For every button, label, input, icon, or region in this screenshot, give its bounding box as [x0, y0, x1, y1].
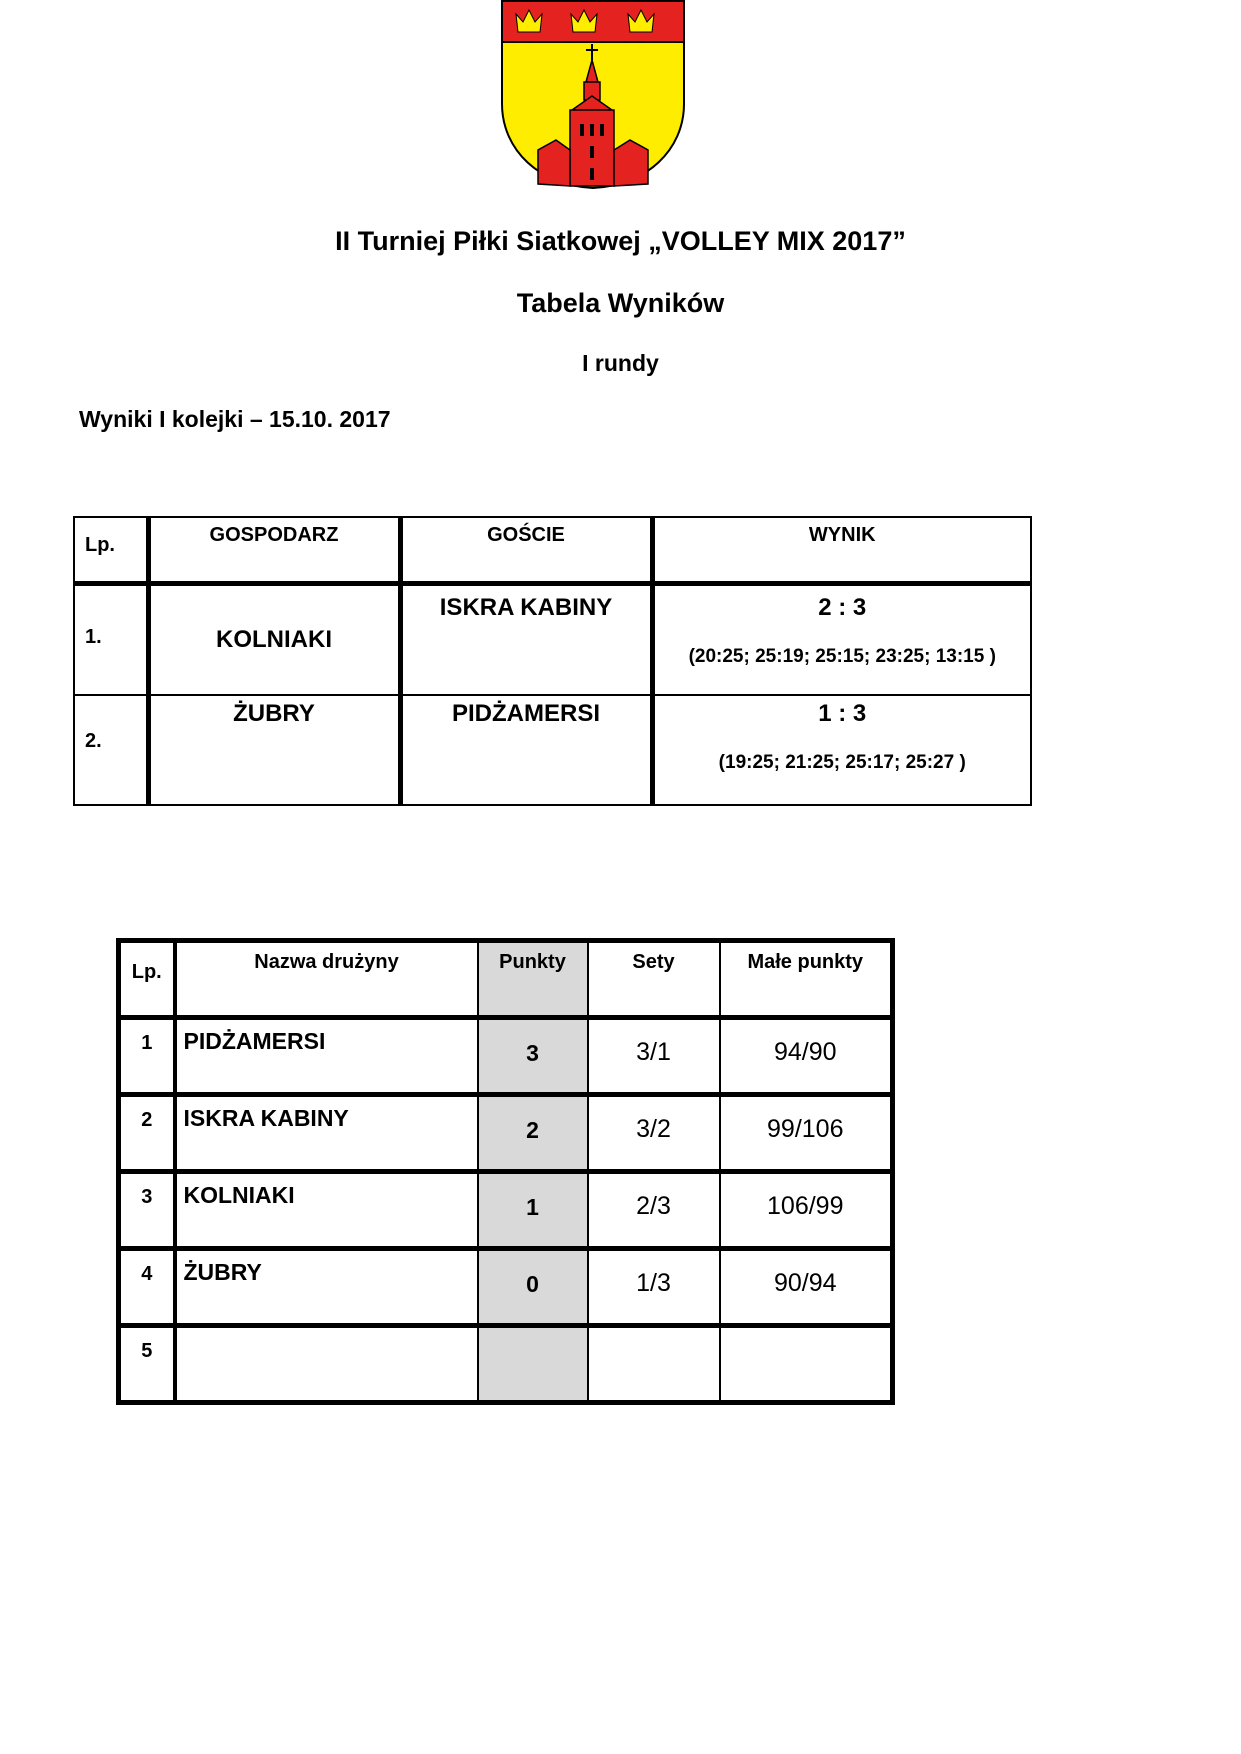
row-team: PIDŻAMERSI — [183, 1028, 326, 1054]
row-small-points: 106/99 — [767, 1192, 844, 1220]
round-subtitle: I rundy — [582, 350, 659, 376]
header-sets: Sety — [632, 951, 675, 973]
table-row — [119, 1326, 893, 1403]
row-sets: 3/2 — [636, 1115, 671, 1143]
coat-of-arms-icon — [500, 0, 686, 190]
matches-table — [73, 516, 1032, 806]
row-sets: 3/1 — [636, 1038, 671, 1066]
standings-table — [116, 938, 895, 1405]
row-points: 1 — [526, 1194, 539, 1220]
header-result: WYNIK — [652, 517, 1031, 583]
row-team: ŻUBRY — [183, 1259, 262, 1285]
row-team: KOLNIAKI — [183, 1182, 295, 1208]
row-lp: 2 — [141, 1109, 153, 1131]
row-small-points: 99/106 — [767, 1115, 844, 1143]
row-lp: 1 — [141, 1032, 153, 1054]
header-team: Nazwa drużyny — [254, 951, 399, 973]
header-points: Punkty — [499, 951, 566, 973]
table-row — [119, 1172, 893, 1249]
table-row — [119, 1095, 893, 1172]
table-row — [74, 695, 1031, 805]
header-guest: GOŚCIE — [400, 517, 652, 583]
table-row — [74, 583, 1031, 695]
row-points: 3 — [526, 1040, 539, 1066]
table-row — [119, 1249, 893, 1326]
row-lp: 3 — [141, 1186, 153, 1208]
row-lp: 5 — [141, 1340, 153, 1362]
match-score: 1 : 3 — [818, 699, 867, 727]
match-lp: 2. — [85, 729, 102, 752]
match-sets: (19:25; 21:25; 25:17; 25:27 ) — [718, 751, 966, 773]
header-lp: Lp. — [74, 517, 148, 583]
match-guest: PIDŻAMERSI — [451, 699, 600, 727]
table-row — [119, 1018, 893, 1095]
header-host: GOSPODARZ — [148, 517, 400, 583]
row-small-points: 90/94 — [773, 1269, 837, 1297]
round-date-label: Wyniki I kolejki – 15.10. 2017 — [79, 406, 391, 432]
row-small-points: 94/90 — [773, 1038, 837, 1066]
header-small-points: Małe punkty — [747, 951, 864, 973]
match-host: KOLNIAKI — [216, 625, 332, 653]
row-points: 2 — [526, 1117, 539, 1143]
match-guest: ISKRA KABINY — [439, 593, 613, 621]
page-title: II Turniej Piłki Siatkowej „VOLLEY MIX 2017” — [335, 226, 906, 256]
row-sets: 2/3 — [636, 1192, 671, 1220]
match-score: 2 : 3 — [818, 593, 867, 621]
row-team: ISKRA KABINY — [183, 1105, 349, 1131]
row-lp: 4 — [141, 1263, 153, 1285]
match-host: ŻUBRY — [233, 699, 315, 727]
match-lp: 1. — [85, 625, 102, 648]
table-subtitle: Tabela Wyników — [516, 288, 725, 318]
match-sets: (20:25; 25:19; 25:15; 23:25; 13:15 ) — [688, 645, 996, 667]
row-points: 0 — [526, 1271, 539, 1297]
header-lp: Lp. — [131, 961, 162, 983]
row-sets: 1/3 — [636, 1269, 671, 1297]
